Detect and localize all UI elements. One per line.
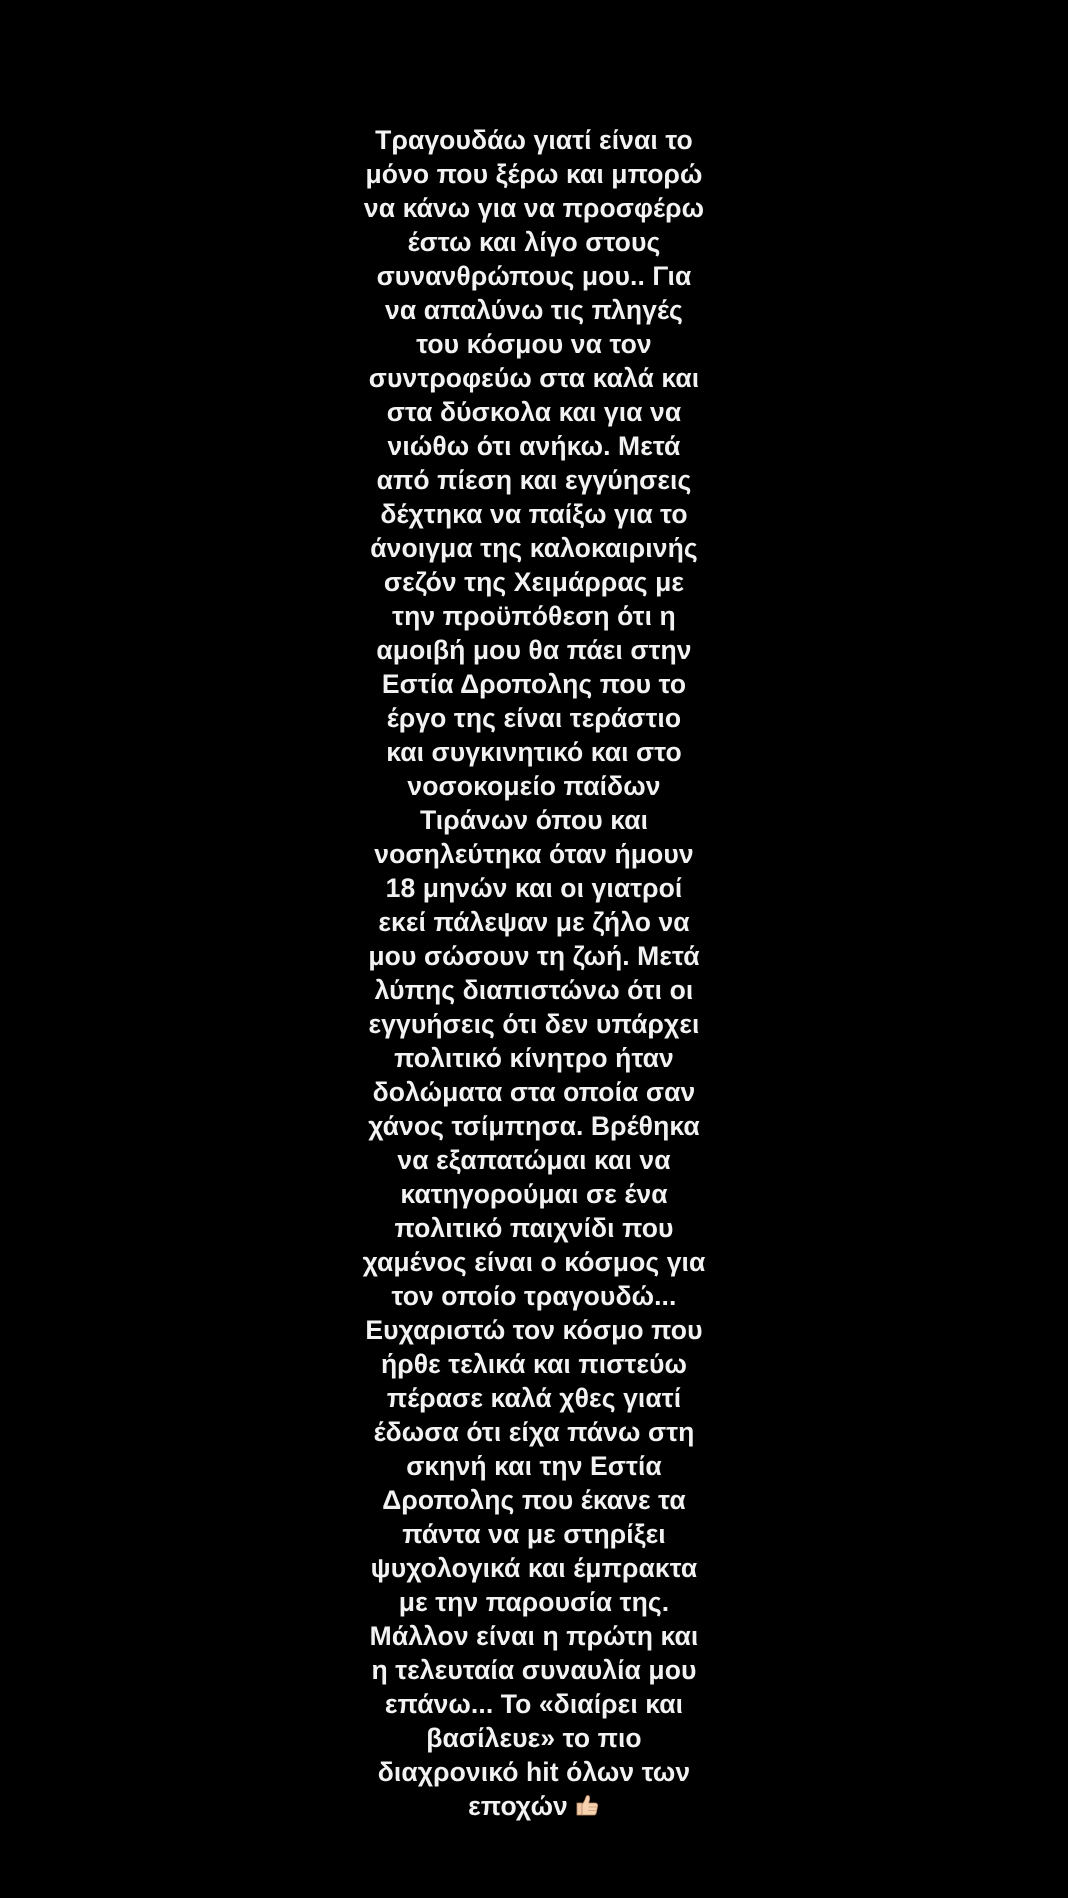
story-line-text: επάνω... Το «διαίρει και [384, 1689, 684, 1719]
story-text-line [284, 905, 784, 939]
story-text-block [284, 123, 784, 1823]
story-line-text: βασίλευε» το πιο [426, 1723, 642, 1753]
story-line-text: να απαλύνω τις πληγές [385, 295, 683, 325]
story-line-text: Μάλλον είναι η πρώτη και [369, 1621, 699, 1651]
story-text-line [284, 667, 784, 701]
story-line-text: 18 μηνών και οι γιατροί [385, 873, 683, 903]
story-line-text: συνανθρώπους μου.. Για [376, 261, 692, 291]
story-line-text: δολώματα στα οποία σαν [372, 1077, 696, 1107]
story-line-text: εποχών [468, 1791, 568, 1821]
story-line-text: στα δύσκολα και για να [386, 397, 682, 427]
story-text-line [284, 1041, 784, 1075]
story-text-line [284, 1279, 784, 1313]
story-line-text: Τιράνων όπου και [419, 805, 649, 835]
story-line-text: να κάνω για να προσφέρω [363, 193, 705, 223]
story-text-line [284, 1551, 784, 1585]
story-text-line [284, 191, 784, 225]
story-line-text: ήρθε τελικά και πιστεύω [380, 1349, 688, 1379]
story-line-text: άνοιγμα της καλοκαιρινής [370, 533, 698, 563]
story-line-text: μου σώσουν τη ζωή. Μετά [368, 941, 700, 971]
story-text-line [284, 1245, 784, 1279]
story-text-line [284, 1313, 784, 1347]
story-text-line [284, 701, 784, 735]
story-line-text: Εστία Δροπολης που το [381, 669, 687, 699]
story-line-text: τον οποίο τραγουδώ... [391, 1281, 677, 1311]
story-line-text: πολιτικό παιχνίδι που [394, 1213, 674, 1243]
story-text-line [284, 1755, 784, 1789]
story-text-line [284, 1687, 784, 1721]
story-text-line [284, 395, 784, 429]
story-line-text: ψυχολογικά και έμπρακτα [370, 1553, 698, 1583]
story-text-line [284, 1449, 784, 1483]
story-line-text: Τραγουδάω γιατί είναι το [375, 125, 693, 155]
story-text-line [284, 361, 784, 395]
story-line-text: έδωσα ότι είχα πάνω στη [373, 1417, 695, 1447]
story-text-line [284, 225, 784, 259]
story-text-line [284, 599, 784, 633]
story-text-line [284, 1721, 784, 1755]
story-text-line [284, 293, 784, 327]
story-text-line [284, 1381, 784, 1415]
story-text-line [284, 769, 784, 803]
story-line-text: με την παρουσία της. [398, 1587, 670, 1617]
story-text-line [284, 1211, 784, 1245]
story-text-line [284, 497, 784, 531]
story-text-line [284, 1517, 784, 1551]
story-text-line [284, 1619, 784, 1653]
story-line-text: και συγκινητικό και στο [386, 737, 682, 767]
story-text-line [284, 565, 784, 599]
story-text-line [284, 871, 784, 905]
story-text-line [284, 123, 784, 157]
story-text-line [284, 1143, 784, 1177]
story-line-text: διαχρονικό hit όλων των [377, 1757, 691, 1787]
story-line-text: εκεί πάλεψαν με ζήλο να [378, 907, 690, 937]
story-line-text: εγγυήσεις ότι δεν υπάρχει [368, 1009, 700, 1039]
story-text-line [284, 1109, 784, 1143]
story-text-line [284, 1483, 784, 1517]
story-line-text: λύπης διαπιστώνω ότι οι [374, 975, 694, 1005]
story-text-line [284, 1007, 784, 1041]
story-line-text: κατηγορούμαι σε ένα [400, 1179, 668, 1209]
story-text-line [284, 803, 784, 837]
story-text-line [284, 327, 784, 361]
story-line-text: έστω και λίγο στους [407, 227, 661, 257]
story-line-text: σκηνή και την Εστία [406, 1451, 662, 1481]
story-line-text: αμοιβή μου θα πάει στην [376, 635, 692, 665]
story-line-text: να εξαπατώμαι και να [397, 1145, 671, 1175]
story-text-line [284, 735, 784, 769]
story-text-line [284, 939, 784, 973]
story-line-text: μόνο που ξέρω και μπορώ [365, 159, 703, 189]
story-line-text: την προϋπόθεση ότι η [392, 601, 676, 631]
story-text-line [284, 1075, 784, 1109]
story-text-line [284, 429, 784, 463]
story-line-text: πάντα να με στηρίξει [402, 1519, 666, 1549]
story-text-line [284, 1177, 784, 1211]
story-text-line [284, 157, 784, 191]
story-text-line [284, 1347, 784, 1381]
story-text-line [284, 837, 784, 871]
story-text-line [284, 973, 784, 1007]
story-line-text: χάνος τσίμπησα. Βρέθηκα [368, 1111, 700, 1141]
thumbs-up-icon [574, 1792, 600, 1818]
story-line-text: Ευχαριστώ τον κόσμο που [365, 1315, 703, 1345]
story-line-text: χαμένος είναι ο κόσμος για [362, 1247, 706, 1277]
story-line-text: νοσοκομείο παίδων [407, 771, 661, 801]
story-line-text: η τελευταία συναυλία μου [371, 1655, 697, 1685]
story-line-text: συντροφεύω στα καλά και [368, 363, 700, 393]
story-text-line [284, 259, 784, 293]
story-line-text: από πίεση και εγγύησεις [376, 465, 692, 495]
story-line-text: έργο της είναι τεράστιο [386, 703, 682, 733]
story-text-line [284, 463, 784, 497]
story-line-text: πολιτικό κίνητρο ήταν [394, 1043, 674, 1073]
story-text-line [284, 1415, 784, 1449]
story-line-text: δέχτηκα να παίξω για το [380, 499, 688, 529]
story-text-line [284, 531, 784, 565]
story-line-text: νιώθω ότι ανήκω. Μετά [387, 431, 681, 461]
story-text-line [284, 1653, 784, 1687]
story-line-text: σεζόν της Χειμάρρας με [383, 567, 685, 597]
story-line-text: του κόσμου να τον [416, 329, 652, 359]
story-text-line [284, 633, 784, 667]
story-line-text: πέρασε καλά χθες γιατί [386, 1383, 682, 1413]
story-line-text: Δροπολης που έκανε τα [382, 1485, 686, 1515]
story-line-text: νοσηλεύτηκα όταν ήμουν [374, 839, 694, 869]
story-text-line [284, 1789, 784, 1823]
story-text-line [284, 1585, 784, 1619]
